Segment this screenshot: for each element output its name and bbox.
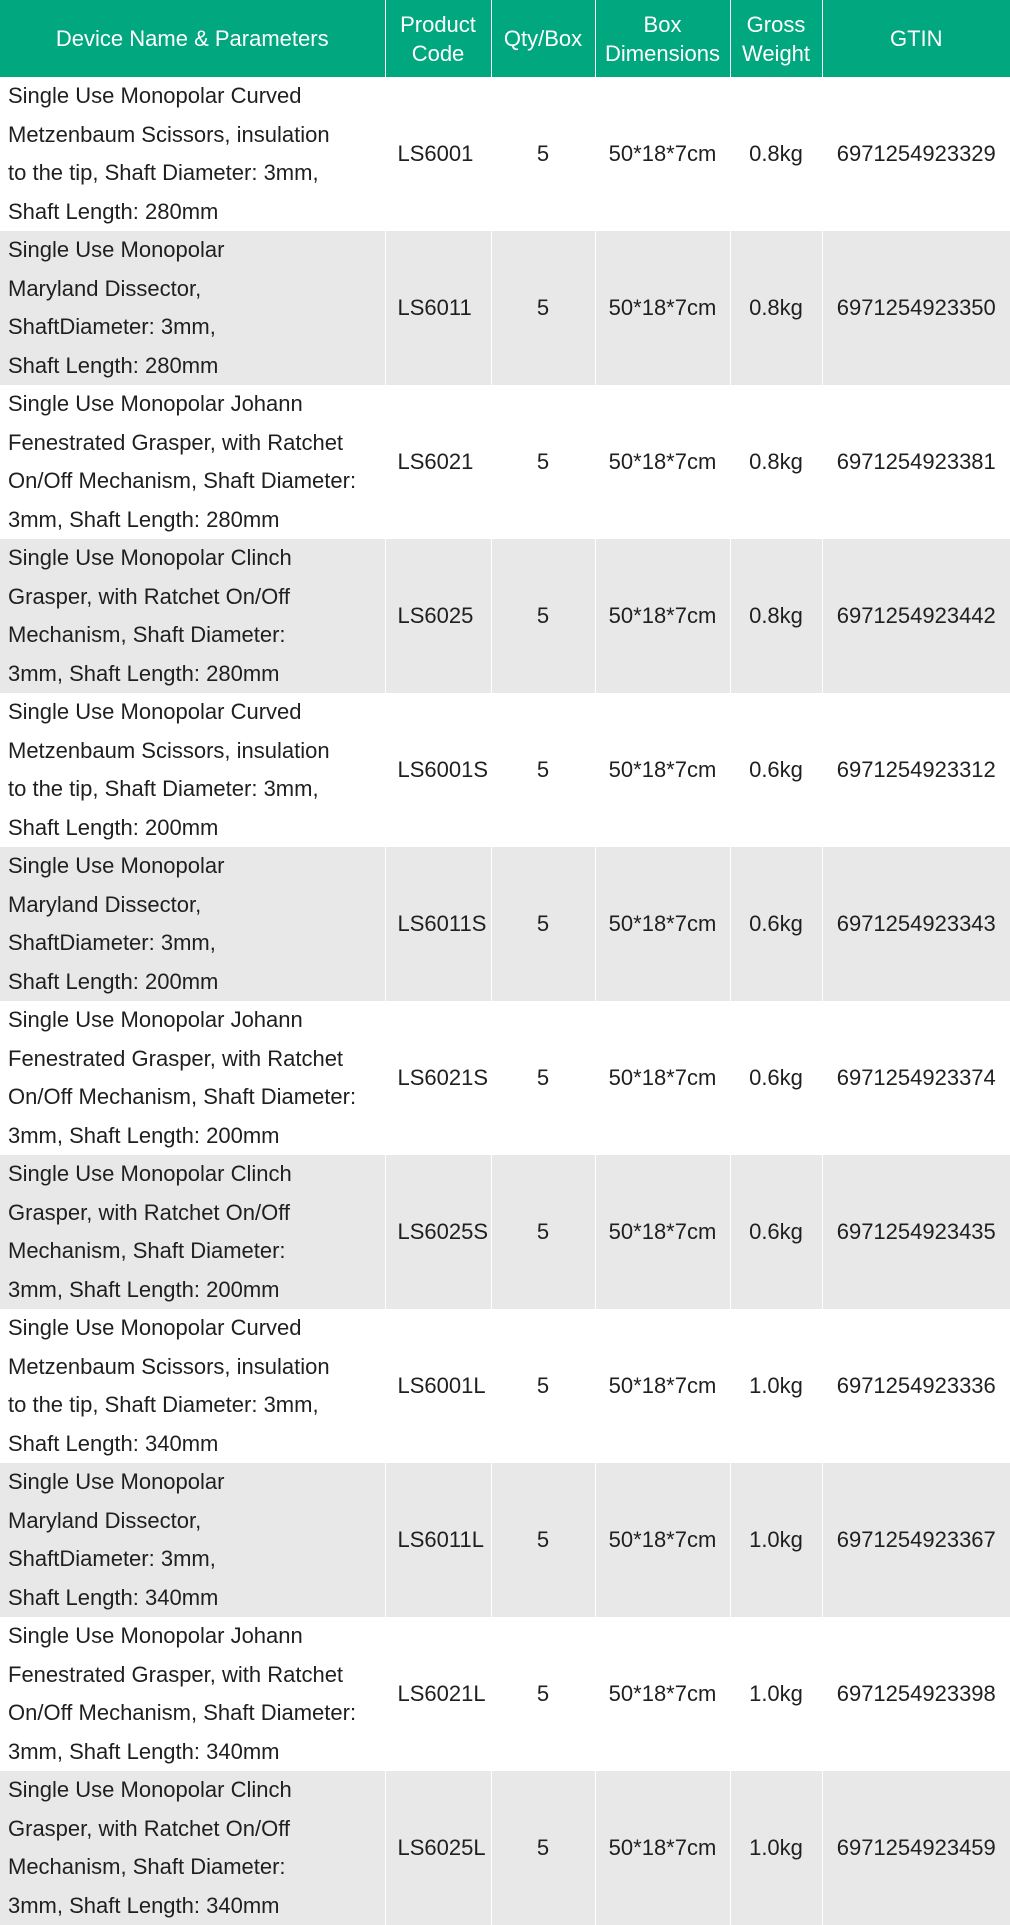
device-name-cell: Single Use Monopolar Clinch Grasper, with Ratchet On/Off Mechanism, Shaft Diameter: 3mm, Shaft Length: 200mm <box>0 1155 385 1309</box>
table-row <box>0 1463 1010 1617</box>
gtin-cell: 6971254923459 <box>836 1835 996 1860</box>
qty-cell: 5 <box>491 231 595 385</box>
qty-cell: 5 <box>491 1463 595 1617</box>
box-dimensions-cell: 50*18*7cm <box>595 231 730 385</box>
header-gtin: GTIN <box>822 0 1010 77</box>
box-dimensions-cell: 50*18*7cm <box>595 539 730 693</box>
gross-weight-cell: 1.0kg <box>730 1617 822 1771</box>
gross-weight-cell: 0.8kg <box>730 539 822 693</box>
box-dimensions-cell: 50*18*7cm <box>595 77 730 231</box>
product-code-cell: LS6025S <box>385 1155 491 1309</box>
table-row <box>0 1771 1010 1925</box>
qty-cell: 5 <box>491 1001 595 1155</box>
box-dimensions-cell: 50*18*7cm <box>595 1155 730 1309</box>
box-dimensions-cell: 50*18*7cm <box>595 1617 730 1771</box>
box-dimensions-cell: 50*18*7cm <box>595 1771 730 1925</box>
gross-weight-cell: 1.0kg <box>730 1771 822 1925</box>
gross-weight-cell: 0.8kg <box>730 77 822 231</box>
product-code-cell: LS6025 <box>385 539 491 693</box>
header-qty-box: Qty/Box <box>491 0 595 77</box>
header-device-name: Device Name & Parameters <box>0 0 385 77</box>
table-row <box>0 1617 1010 1771</box>
box-dimensions-cell: 50*18*7cm <box>595 1309 730 1463</box>
device-name-cell: Single Use Monopolar Clinch Grasper, with Ratchet On/Off Mechanism, Shaft Diameter: 3mm, Shaft Length: 340mm <box>0 1771 385 1925</box>
qty-cell: 5 <box>491 385 595 539</box>
table-row <box>0 231 1010 385</box>
gtin-cell: 6971254923442 <box>836 603 996 628</box>
box-dimensions-cell: 50*18*7cm <box>595 847 730 1001</box>
gtin-cell: 6971254923329 <box>836 141 996 166</box>
qty-cell: 5 <box>491 1771 595 1925</box>
device-name-cell: Single Use Monopolar Clinch Grasper, with Ratchet On/Off Mechanism, Shaft Diameter: 3mm, Shaft Length: 280mm <box>0 539 385 693</box>
table-row <box>0 1001 1010 1155</box>
qty-cell: 5 <box>491 539 595 693</box>
header-box-dimensions: Box Dimensions <box>595 0 730 77</box>
gtin-cell: 6971254923336 <box>836 1373 996 1398</box>
gross-weight-cell: 1.0kg <box>730 1309 822 1463</box>
table-row <box>0 385 1010 539</box>
product-code-cell: LS6021 <box>385 385 491 539</box>
product-code-cell: LS6021S <box>385 1001 491 1155</box>
qty-cell: 5 <box>491 693 595 847</box>
gtin-cell: 6971254923435 <box>836 1219 996 1244</box>
box-dimensions-cell: 50*18*7cm <box>595 1463 730 1617</box>
gross-weight-cell: 0.8kg <box>730 385 822 539</box>
qty-cell: 5 <box>491 1155 595 1309</box>
table-body <box>0 77 1010 1925</box>
gtin-cell: 6971254923367 <box>836 1527 996 1552</box>
qty-cell: 5 <box>491 1309 595 1463</box>
qty-cell: 5 <box>491 77 595 231</box>
product-code-cell: LS6001 <box>385 77 491 231</box>
gross-weight-cell: 1.0kg <box>730 1463 822 1617</box>
table-row <box>0 539 1010 693</box>
gross-weight-cell: 0.6kg <box>730 847 822 1001</box>
device-name-cell: Single Use Monopolar Johann Fenestrated Grasper, with Ratchet On/Off Mechanism, Shaft Diameter: 3mm, Shaft Length: 340mm <box>0 1617 385 1771</box>
gtin-cell: 6971254923350 <box>836 295 996 320</box>
gross-weight-cell: 0.6kg <box>730 1155 822 1309</box>
table-row <box>0 693 1010 847</box>
table-header-row <box>0 0 1010 77</box>
gross-weight-cell: 0.6kg <box>730 1001 822 1155</box>
gtin-cell: 6971254923374 <box>836 1065 996 1090</box>
header-gross-weight: Gross Weight <box>730 0 822 77</box>
gtin-cell: 6971254923312 <box>836 757 996 782</box>
box-dimensions-cell: 50*18*7cm <box>595 1001 730 1155</box>
product-code-cell: LS6011 <box>385 231 491 385</box>
box-dimensions-cell: 50*18*7cm <box>595 693 730 847</box>
device-name-cell: Single Use Monopolar Curved Metzenbaum Scissors, insulation to the tip, Shaft Diameter: 3mm, Shaft Length: 280mm <box>0 77 385 231</box>
qty-cell: 5 <box>491 847 595 1001</box>
product-code-cell: LS6011L <box>385 1463 491 1617</box>
qty-cell: 5 <box>491 1617 595 1771</box>
device-name-cell: Single Use Monopolar Curved Metzenbaum Scissors, insulation to the tip, Shaft Diameter: 3mm, Shaft Length: 340mm <box>0 1309 385 1463</box>
device-name-cell: Single Use Monopolar Maryland Dissector, ShaftDiameter: 3mm, Shaft Length: 280mm <box>0 231 385 385</box>
product-code-cell: LS6001S <box>385 693 491 847</box>
product-code-cell: LS6025L <box>385 1771 491 1925</box>
product-code-cell: LS6001L <box>385 1309 491 1463</box>
box-dimensions-cell: 50*18*7cm <box>595 385 730 539</box>
table-row <box>0 77 1010 231</box>
table-row <box>0 1309 1010 1463</box>
device-name-cell: Single Use Monopolar Johann Fenestrated Grasper, with Ratchet On/Off Mechanism, Shaft Diameter: 3mm, Shaft Length: 280mm <box>0 385 385 539</box>
device-name-cell: Single Use Monopolar Maryland Dissector, ShaftDiameter: 3mm, Shaft Length: 200mm <box>0 847 385 1001</box>
table-row <box>0 1155 1010 1309</box>
gtin-cell: 6971254923381 <box>836 449 996 474</box>
product-code-cell: LS6021L <box>385 1617 491 1771</box>
gtin-cell: 6971254923398 <box>836 1681 996 1706</box>
device-name-cell: Single Use Monopolar Curved Metzenbaum Scissors, insulation to the tip, Shaft Diameter: 3mm, Shaft Length: 200mm <box>0 693 385 847</box>
gross-weight-cell: 0.8kg <box>730 231 822 385</box>
device-name-cell: Single Use Monopolar Maryland Dissector, ShaftDiameter: 3mm, Shaft Length: 340mm <box>0 1463 385 1617</box>
gross-weight-cell: 0.6kg <box>730 693 822 847</box>
gtin-cell: 6971254923343 <box>836 911 996 936</box>
device-name-cell: Single Use Monopolar Johann Fenestrated Grasper, with Ratchet On/Off Mechanism, Shaft Diameter: 3mm, Shaft Length: 200mm <box>0 1001 385 1155</box>
header-product-code: Product Code <box>385 0 491 77</box>
table-row <box>0 847 1010 1001</box>
product-code-cell: LS6011S <box>385 847 491 1001</box>
